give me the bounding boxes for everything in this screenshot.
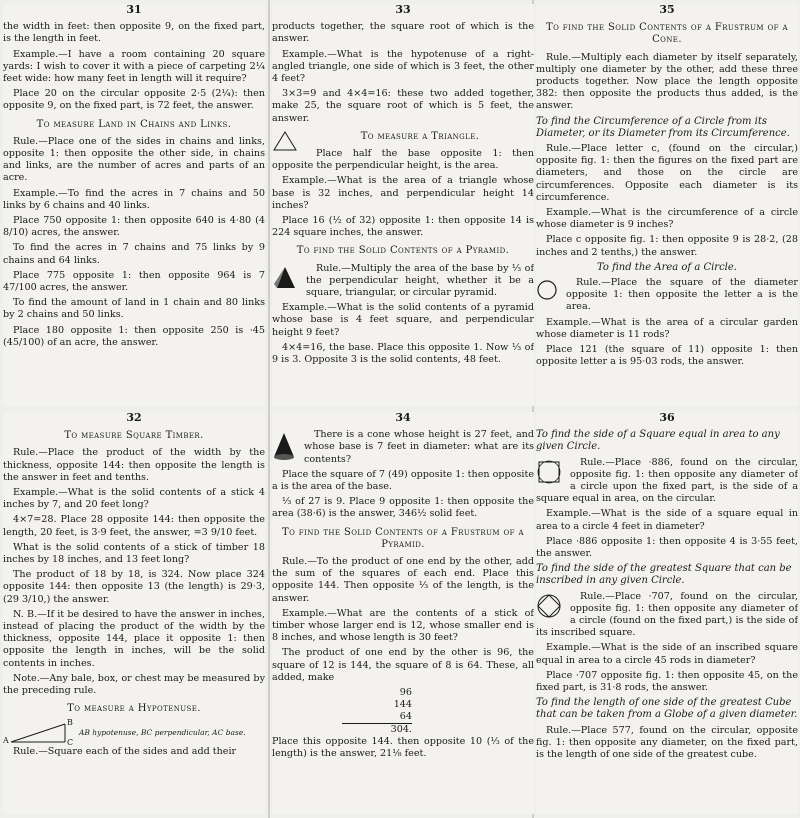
paragraph: To find the amount of land in 1 chain and 80 links by 2 chains and 50 links. xyxy=(3,297,265,321)
paragraph: 4×7=28. Place 28 opposite 144: then opposite the length, 20 feet, is 3·9 feet, the answer, =3 9/10 feet. xyxy=(3,514,265,538)
paragraph: Rule.—Multiply each diameter by itself separately, multiply one diameter by the other, add these three products together. Now place the length opposite 382: then opposite the products thus added, is the answer. xyxy=(536,51,798,112)
paragraph: Example.—What is the side of an inscribed square equal in area to a circle 45 rods in diameter? xyxy=(536,642,798,666)
sum-value: 144 xyxy=(393,699,412,711)
sum-value: 64 xyxy=(342,711,412,724)
paragraph: The product of one end by the other is 96, the square of 12 is 144, the square of 8 is 64. These, all added, make xyxy=(272,647,534,683)
paragraph: Rule.—Place 577, found on the circular, opposite fig. 1: then opposite any diameter, on the fixed part, is the length of one side of the greatest cube. xyxy=(536,724,798,761)
subheading: To find the Circumference of a Circle from its Diameter, or its Diameter from its Circumference. xyxy=(536,115,790,139)
section-heading: To measure a Triangle. xyxy=(360,130,480,142)
paragraph: Rule.—Place the product of the width by the thickness, opposite 144: then opposite the length is the answer in feet and tenths. xyxy=(3,447,265,483)
paragraph: Rule.—Place ·886, found on the circular, opposite fig. 1: then opposite any diameter of a circle upon the fixed part, is the side of a square equal in area, on the circular. xyxy=(536,456,798,505)
paragraph: the width in feet: then opposite 9, on the fixed part, is the length in feet. xyxy=(3,21,265,45)
cone-figure xyxy=(272,431,296,463)
page-32 xyxy=(3,412,265,814)
page-number: 35 xyxy=(659,4,675,16)
paragraph: Place ·886 opposite 1: then opposite 4 is 3·55 feet, the answer. xyxy=(536,535,798,560)
paragraph: Place 750 opposite 1: then opposite 640 is 4·80 (4 8/10) acres, the answer. xyxy=(3,215,265,239)
section-heading: To measure Land in Chains and Links. xyxy=(36,118,232,130)
subheading: To find the side of the greatest Square that can be inscribed in any given Circle. xyxy=(536,563,792,587)
paragraph: Rule.—Place letter c, (found on the circular,) opposite fig. 1: then the figures on the fixed part are diameters, and those on the circle are circumferences. Opposite each diameter is its circumference. xyxy=(536,143,798,203)
paragraph: 4×4=16, the base. Place this opposite 1. Now ⅓ of 9 is 3. Opposite 3 is the solid contents, 48 feet. xyxy=(272,341,534,366)
paragraph: Rule.—To the product of one end by the other, add the sum of the squares of each end. Place this opposite 144. Then opposite ⅓ of the length, is the answer. xyxy=(272,556,534,604)
figure-caption: AB hypotenuse, BC perpendicular, AC base. xyxy=(79,728,246,738)
pyramid-figure xyxy=(272,265,298,291)
page-35 xyxy=(536,4,798,406)
paragraph: Rule.—Multiply the area of the base by ⅓ of the perpendicular height, whether it be a square, triangular, or circular pyramid. xyxy=(306,262,534,299)
paragraph: Example.—What is the area of a circular garden whose diameter is 11 rods? xyxy=(536,316,798,340)
paragraph: Example.—What is the solid contents of a stick 4 inches by 7, and 20 feet long? xyxy=(3,487,265,511)
paragraph: What is the solid contents of a stick of timber 18 inches by 18 inches, and 13 feet long? xyxy=(3,541,265,566)
page-number: 36 xyxy=(659,412,675,424)
page-number: 34 xyxy=(395,412,411,424)
section-heading: To measure a Hypotenuse. xyxy=(67,703,201,715)
subheading: To find the Area of a Circle. xyxy=(597,261,737,273)
paragraph: Example.—What is the hypotenuse of a right-angled triangle, one side of which is 3 feet, the other 4 feet? xyxy=(272,48,534,85)
section-heading: To find the Solid Contents of a Frustrum of a Pyramid. xyxy=(282,526,524,550)
page-number: 33 xyxy=(395,4,411,16)
paragraph: Place 20 on the circular opposite 2·5 (2¼): then opposite 9, on the fixed part, is 72 feet, the answer. xyxy=(3,88,265,112)
paragraph: Rule.—Square each of the sides and add their xyxy=(13,746,237,758)
paragraph: Place half the base opposite 1: then opposite the perpendicular height, is the area. xyxy=(272,148,534,172)
paragraph: Rule.—Place ·707, found on the circular, opposite fig. 1: then opposite any diameter of a circle (found on the fixed part,) is the side of its inscribed square. xyxy=(536,590,798,639)
subheading: To find the length of one side of the greatest Cube that can be taken from a Globe of a given diameter. xyxy=(536,697,798,721)
circle-figure xyxy=(536,279,558,301)
paragraph: Example.—What is the circumference of a circle whose diameter is 9 inches? xyxy=(536,207,798,231)
page-36 xyxy=(536,412,798,814)
column-gutter xyxy=(268,0,270,818)
sum-value: 96 xyxy=(399,687,412,699)
section-heading: To find the Solid Contents of a Pyramid. xyxy=(296,245,510,257)
subheading: To find the side of a Square equal in area to any given Circle. xyxy=(536,429,780,453)
paragraph: There is a cone whose height is 27 feet, and whose base is 7 feet in diameter: what are its contents? xyxy=(304,429,534,465)
square-circle-figure xyxy=(536,459,562,485)
paragraph: Place 775 opposite 1: then opposite 964 is 7 47/100 acres, the answer. xyxy=(3,269,265,294)
section-heading: To find the Solid Contents of a Frustrum of a Cone. xyxy=(546,22,788,46)
paragraph: Example.—What is the side of a square equal in area to a circle 4 feet in diameter? xyxy=(536,508,798,532)
sum-total: 304. xyxy=(390,724,412,736)
paragraph: 3×3=9 and 4×4=16: these two added together, make 25, the square root of which is 5 feet, the answer. xyxy=(272,88,534,124)
paragraph: The product of 18 by 18, is 324. Now place 324 opposite 144: then opposite 13 (the length) is 29·3, (29 3/10,) the answer. xyxy=(3,569,265,605)
paragraph: Example.—What are the contents of a stick of timber whose larger end is 12, whose smaller end is 8 inches, and whose length is 30 feet? xyxy=(272,607,534,644)
paragraph: Example.—What is the solid contents of a pyramid whose base is 4 feet square, and perpendicular height 9 feet? xyxy=(272,302,534,338)
paragraph: Place this opposite 144. then opposite 10 (⅓ of the length) is the answer, 21⅛ feet. xyxy=(272,736,534,760)
paragraph: Example.—What is the area of a triangle whose base is 32 inches, and perpendicular height 14 inches? xyxy=(272,175,534,211)
hypotenuse-figure xyxy=(3,720,265,746)
page-number: 31 xyxy=(126,4,142,16)
inscribed-square-figure xyxy=(536,593,562,619)
label-a: A xyxy=(3,736,9,746)
paragraph: Place 180 opposite 1: then opposite 250 is ·45 (45/100) of an acre, the answer. xyxy=(3,324,265,348)
paragraph: Place ·707 opposite fig. 1: then opposite 45, on the fixed part, is 31·8 rods, the answer. xyxy=(536,669,798,694)
triangle-figure xyxy=(272,130,298,152)
paragraph: products together, the square root of which is the answer. xyxy=(272,21,534,45)
paragraph: Place the square of 7 (49) opposite 1: then opposite a is the area of the base. xyxy=(272,468,534,493)
paragraph: Rule.—Place one of the sides in chains and links, opposite 1: then opposite the other side, in chains and links, are the number of acres and parts of an acre. xyxy=(3,135,265,184)
label-b: B xyxy=(67,718,73,728)
paragraph: Example.—I have a room containing 20 square yards: I wish to cover it with a piece of carpeting 2¼ feet wide: how many feet in length will it require? xyxy=(3,48,265,85)
paragraph: Place 121 (the square of 11) opposite 1: then opposite letter a is 95·03 rods, the answer. xyxy=(536,344,798,368)
page-number: 32 xyxy=(126,412,142,424)
page-31 xyxy=(3,4,265,406)
paragraph: To find the acres in 7 chains and 75 links by 9 chains and 64 links. xyxy=(3,242,265,266)
page-34 xyxy=(272,412,534,814)
paragraph: Example.—To find the acres in 7 chains and 50 links by 6 chains and 40 links. xyxy=(3,187,265,211)
paragraph: Note.—Any bale, box, or chest may be measured by the preceding rule. xyxy=(3,672,265,697)
page-33 xyxy=(272,4,534,406)
paragraph: ⅓ of 27 is 9. Place 9 opposite 1: then opposite the area (38·6) is the answer, 346½ solid feet. xyxy=(272,496,534,520)
paragraph: Rule.—Place the square of the diameter opposite 1: then opposite the letter a is the area. xyxy=(566,277,798,313)
paragraph: Place 16 (½ of 32) opposite 1: then opposite 14 is 224 square inches, the answer. xyxy=(272,215,534,239)
paragraph: N. B.—If it be desired to have the answer in inches, instead of placing the product of the width by the thickness, opposite 144, place it opposite 1: then opposite the length in inches, will be the solid contents in inches. xyxy=(3,608,265,669)
paragraph: Place c opposite fig. 1: then opposite 9 is 28·2, (28 inches and 2 tenths,) the answer. xyxy=(536,234,798,258)
section-heading: To measure Square Timber. xyxy=(64,430,204,442)
label-c: C xyxy=(67,738,74,748)
